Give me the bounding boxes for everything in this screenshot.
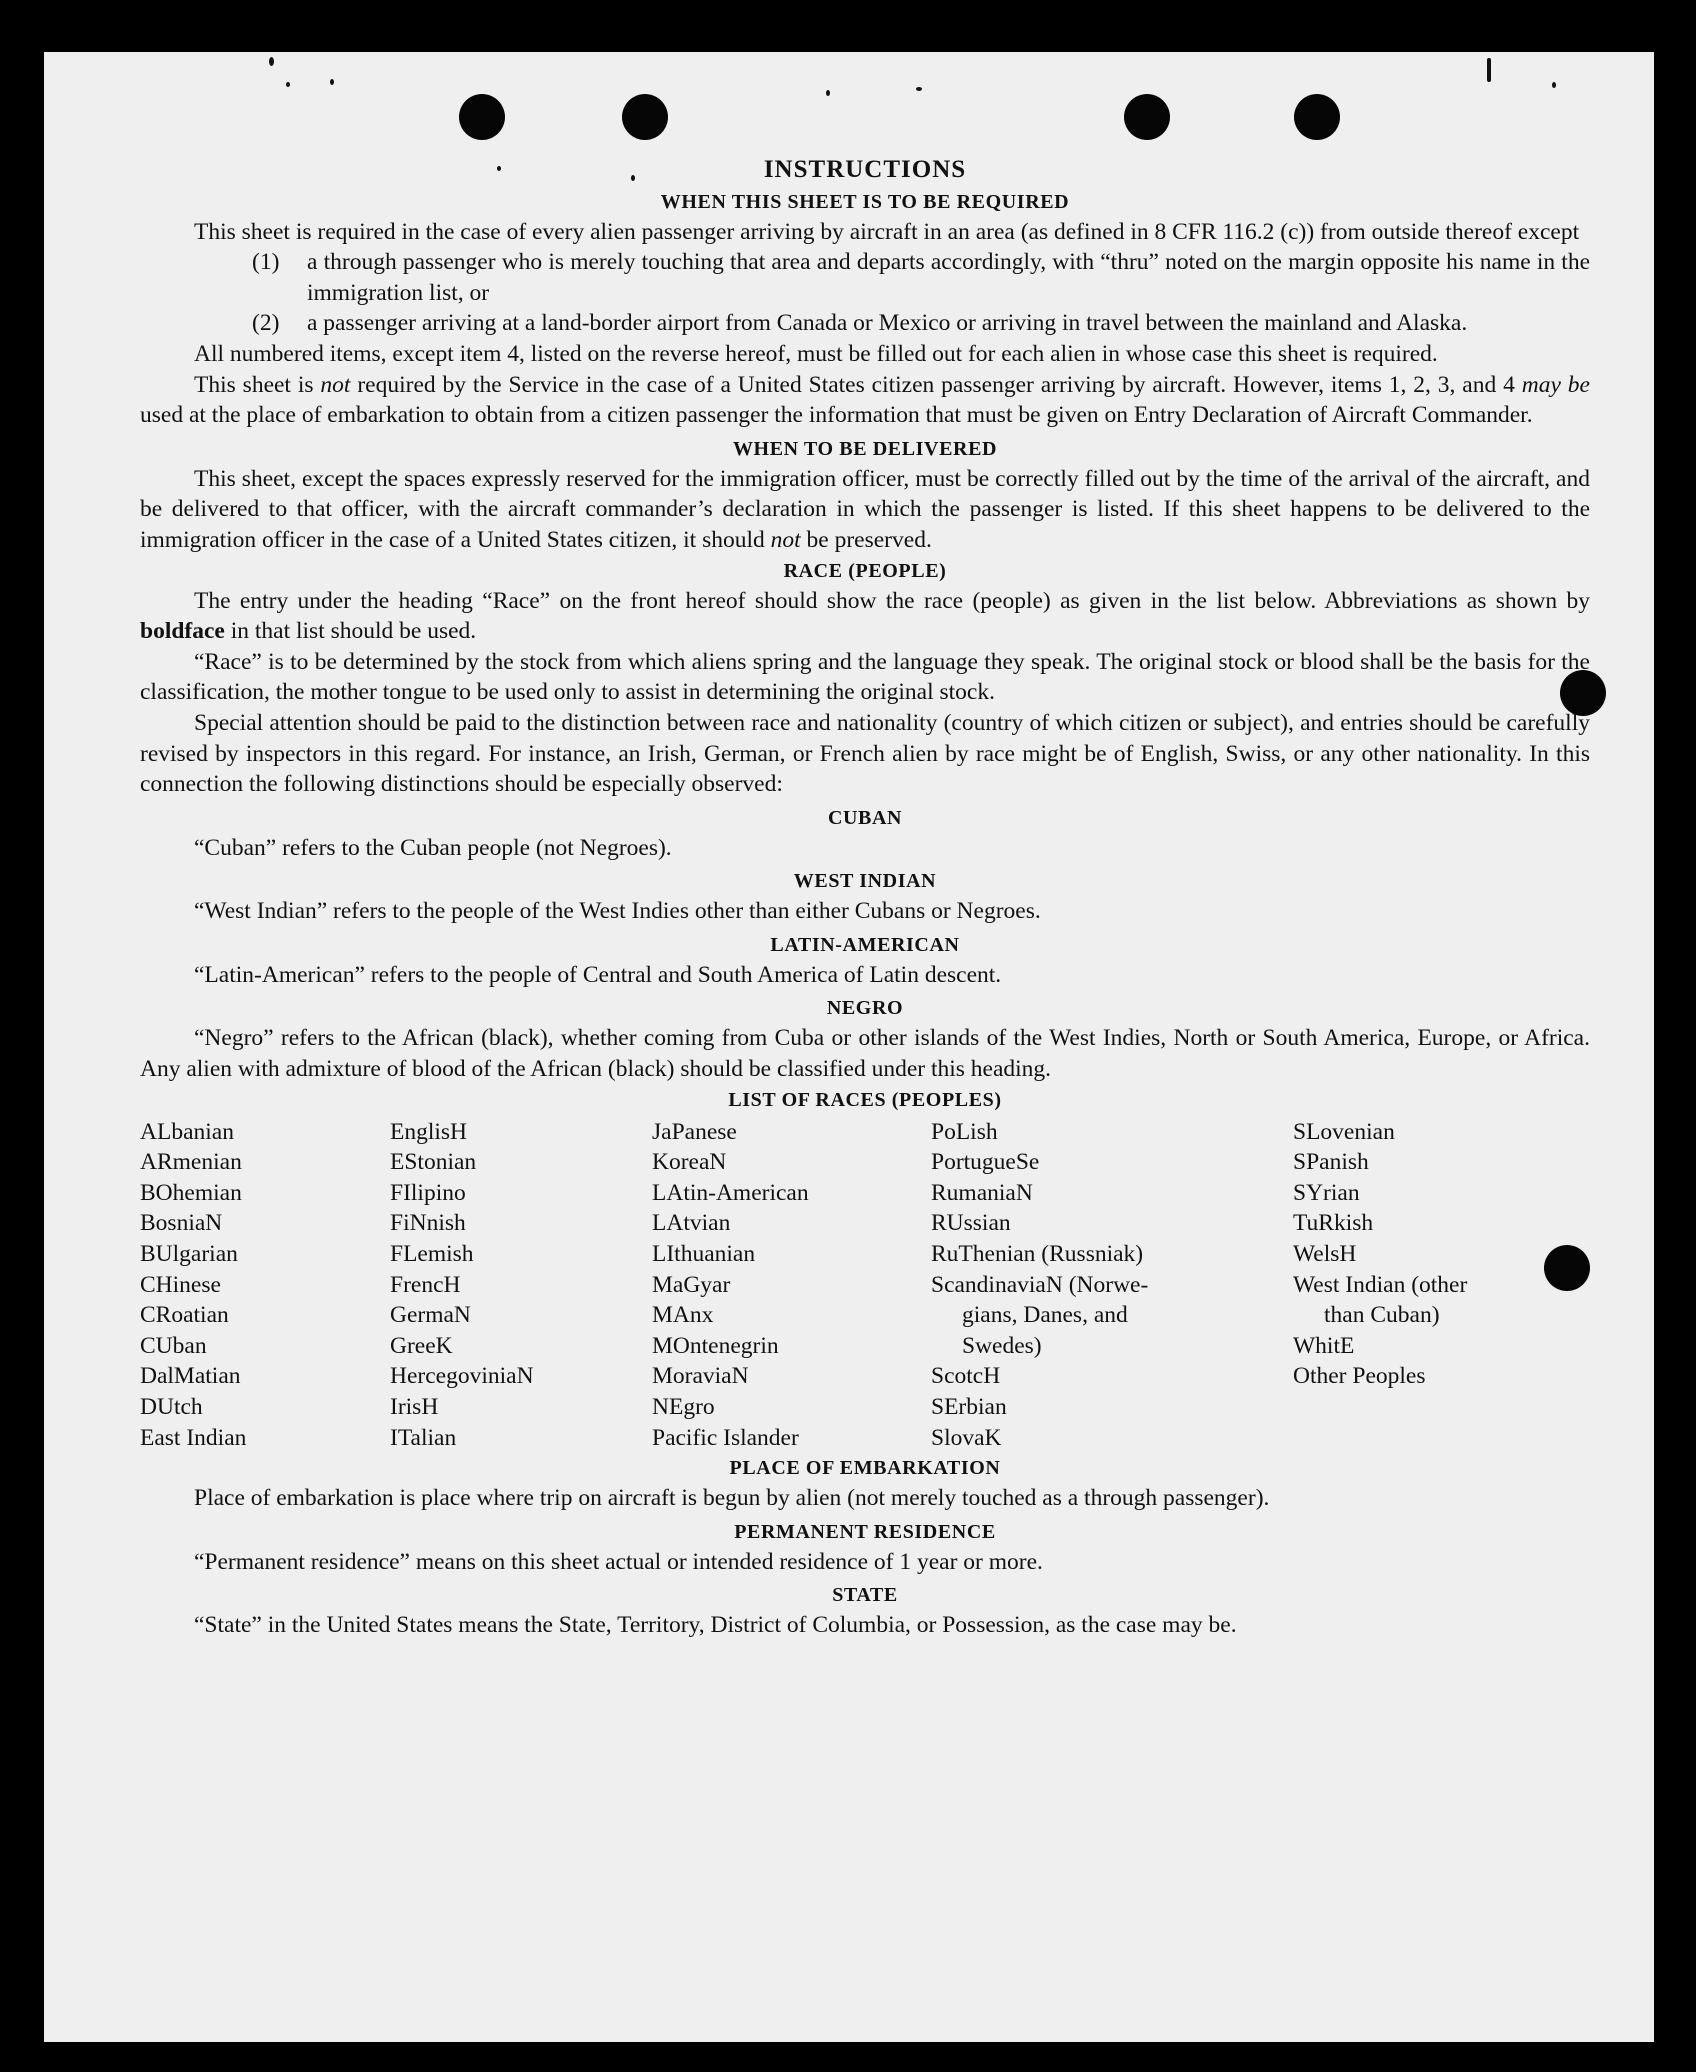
race-entry: SLovenian (1293, 1118, 1395, 1145)
paragraph-delivered: This sheet, except the spaces expressly reserved for the immigration officer, must be correctly filled out by the time of the arrival of the aircraft, and be delivered to that officer, with the aircraft commander’s declaration in which the passenger is listed. If this sheet happens to be delivered to the immigration officer in the case of a United States citizen, it should not be preserved. (140, 465, 1590, 553)
heading-negro: NEGRO (826, 997, 904, 1020)
exception-number: (1) (252, 249, 280, 276)
race-entry: ALbanian (140, 1118, 234, 1145)
race-entry: FiNnish (390, 1210, 466, 1237)
race-entry: RuThenian (Russniak) (931, 1241, 1144, 1268)
race-entry: BosniaN (140, 1210, 223, 1237)
race-entry: PoLish (931, 1118, 998, 1145)
race-entry: WhitE (1293, 1332, 1355, 1359)
heading-place-of-embarkation: PLACE OF EMBARKATION (729, 1457, 1001, 1480)
race-entry: MaGyar (652, 1271, 731, 1298)
race-entry: West Indian (other (1293, 1271, 1468, 1298)
race-entry: DalMatian (140, 1363, 241, 1390)
race-entry: WelsH (1293, 1241, 1357, 1268)
race-entry-continuation: gians, Danes, and (962, 1302, 1128, 1329)
race-entry: DUtch (140, 1394, 203, 1420)
race-entry: FIlipino (390, 1179, 466, 1206)
heading-latin-american: LATIN-AMERICAN (770, 933, 960, 956)
paragraph-race-entry: The entry under the heading “Race” on the front hereof should show the race (people) as given in the list below. Abbreviations as shown by boldface in that list should be used. (140, 587, 1590, 645)
race-entry: HercegoviniaN (390, 1363, 534, 1390)
speck (916, 87, 922, 91)
race-entry: NEgro (652, 1394, 715, 1420)
race-entry: ScandinaviaN (Norwe- (931, 1271, 1149, 1298)
race-entry: TuRkish (1293, 1210, 1374, 1237)
paragraph-race-nationality: Special attention should be paid to the distinction between race and nationality (country of which citizen or subject), and entries should be carefully revised by inspectors in this regard. For instance, an Irish, German, or French alien by race might be of English, Swiss, or any other nationality. In this connection the following distinctions should be especially observed: (140, 709, 1590, 798)
race-entry: LAtvian (652, 1210, 731, 1237)
paragraph-cuban: “Cuban” refers to the Cuban people (not Negroes). (194, 834, 672, 861)
paragraph-west-indian: “West Indian” refers to the people of the West Indies other than either Cubans or Negroes. (194, 898, 1041, 925)
race-entry: CUban (140, 1332, 207, 1359)
paragraph-negro: “Negro” refers to the African (black), whether coming from Cuba or other islands of the West Indies, North or South America, Europe, or Africa. Any alien with admixture of blood of the African (black) should be classified under this heading. (140, 1025, 1590, 1083)
paragraph-race-definition: “Race” is to be determined by the stock from which aliens spring and the language they speak. The original stock or blood shall be the basis for the classification, the mother tongue to be used only to assist in determining the original stock. (140, 648, 1590, 706)
race-column (931, 1117, 1293, 1454)
heading-permanent-residence: PERMANENT RESIDENCE (734, 1520, 996, 1543)
paragraph-citizen: This sheet is not required by the Service in the case of a United States citizen passenger arriving by aircraft. However, items 1, 2, 3, and 4 may be used at the place of embarkation to obtain from a citizen passenger the information that must be given on Entry Declaration of Aircraft Commander. (140, 371, 1590, 429)
race-entry: RUssian (931, 1210, 1011, 1237)
race-entry: CHinese (140, 1271, 221, 1298)
race-entry: RumaniaN (931, 1179, 1033, 1206)
race-entry: FrencH (390, 1271, 461, 1298)
page-title: INSTRUCTIONS (763, 156, 967, 183)
race-entry: Pacific Islander (652, 1424, 799, 1451)
race-entry: GreeK (390, 1332, 453, 1359)
punch-hole (1124, 94, 1170, 140)
exception-text: a passenger arriving at a land-border airport from Canada or Mexico or arriving in travel between the mainland and Alaska. (307, 310, 1468, 337)
race-entry: ARmenian (140, 1149, 242, 1176)
speck (286, 82, 290, 87)
race-entry: IrisH (390, 1394, 439, 1420)
exception-number: (2) (252, 310, 280, 337)
race-entry: KoreaN (652, 1149, 727, 1176)
speck (330, 79, 334, 85)
paragraph-embarkation: Place of embarkation is place where trip on aircraft is begun by alien (not merely touched as a through passenger). (194, 1485, 1270, 1512)
heading-west-indian: WEST INDIAN (793, 870, 937, 893)
race-entry: CRoatian (140, 1302, 229, 1329)
exception-item (252, 247, 1590, 308)
speck (826, 90, 830, 96)
race-entry: SErbian (931, 1394, 1007, 1420)
race-entry: EStonian (390, 1149, 477, 1176)
instructions-text (140, 155, 1590, 1641)
heading-race: RACE (PEOPLE) (783, 559, 947, 582)
heading-when-delivered: WHEN TO BE DELIVERED (732, 437, 998, 460)
exception-item (252, 308, 1590, 339)
race-entry: BOhemian (140, 1179, 242, 1206)
race-entry: MoraviaN (652, 1363, 749, 1390)
race-entry: EnglisH (390, 1118, 468, 1145)
race-column (140, 1117, 390, 1454)
speck (1552, 82, 1556, 88)
race-column (652, 1117, 931, 1454)
race-entry: ScotcH (931, 1363, 1001, 1390)
race-entry: ITalian (390, 1424, 457, 1451)
race-entry: JaPanese (652, 1118, 737, 1145)
paragraph-latin-american: “Latin-American” refers to the people of Central and South America of Latin descent. (194, 961, 1002, 988)
race-entry: LAtin-American (652, 1179, 809, 1206)
punch-hole (622, 94, 668, 140)
race-entry: Other Peoples (1293, 1363, 1426, 1390)
race-entry: SlovaK (931, 1424, 1002, 1451)
race-entry: SPanish (1293, 1149, 1369, 1176)
race-entry: GermaN (390, 1302, 471, 1329)
race-entry: SYrian (1293, 1179, 1360, 1206)
heading-list-of-races: LIST OF RACES (PEOPLES) (728, 1088, 1002, 1111)
punch-hole (1294, 94, 1340, 140)
race-list (140, 1117, 1590, 1454)
race-entry: FLemish (390, 1241, 474, 1268)
heading-cuban: CUBAN (827, 806, 903, 829)
exception-text: a through passenger who is merely touching that area and departs accordingly, with “thru” noted on the margin opposite his name in the immigration list, or (307, 249, 1590, 306)
punch-hole (459, 94, 505, 140)
race-entry: PortugueSe (931, 1149, 1040, 1176)
document-page (44, 52, 1654, 2042)
heading-state: STATE (832, 1584, 898, 1607)
heading-when-required: WHEN THIS SHEET IS TO BE REQUIRED (660, 190, 1070, 213)
paragraph-numbered-items: All numbered items, except item 4, listed on the reverse hereof, must be filled out for each alien in whose case this sheet is required. (194, 340, 1438, 367)
race-entry: MOntenegrin (652, 1332, 779, 1359)
paragraph-required-intro: This sheet is required in the case of every alien passenger arriving by aircraft in an area (as defined in 8 CFR 116.2 (c)) from outside thereof except (194, 218, 1580, 245)
race-entry: LIthuanian (652, 1241, 756, 1268)
paragraph-permanent-residence: “Permanent residence” means on this sheet actual or intended residence of 1 year or more. (194, 1548, 1043, 1575)
race-column (390, 1117, 652, 1454)
race-entry: MAnx (652, 1302, 714, 1329)
speck (1487, 58, 1491, 82)
race-entry: BUlgarian (140, 1241, 238, 1268)
race-entry: East Indian (140, 1424, 247, 1451)
race-column (1293, 1117, 1590, 1454)
race-entry-continuation: than Cuban) (1324, 1302, 1440, 1329)
speck (269, 57, 274, 66)
paragraph-state: “State” in the United States means the State, Territory, District of Columbia, or Possession, as the case may be. (194, 1612, 1237, 1639)
race-entry-continuation: Swedes) (962, 1332, 1042, 1359)
